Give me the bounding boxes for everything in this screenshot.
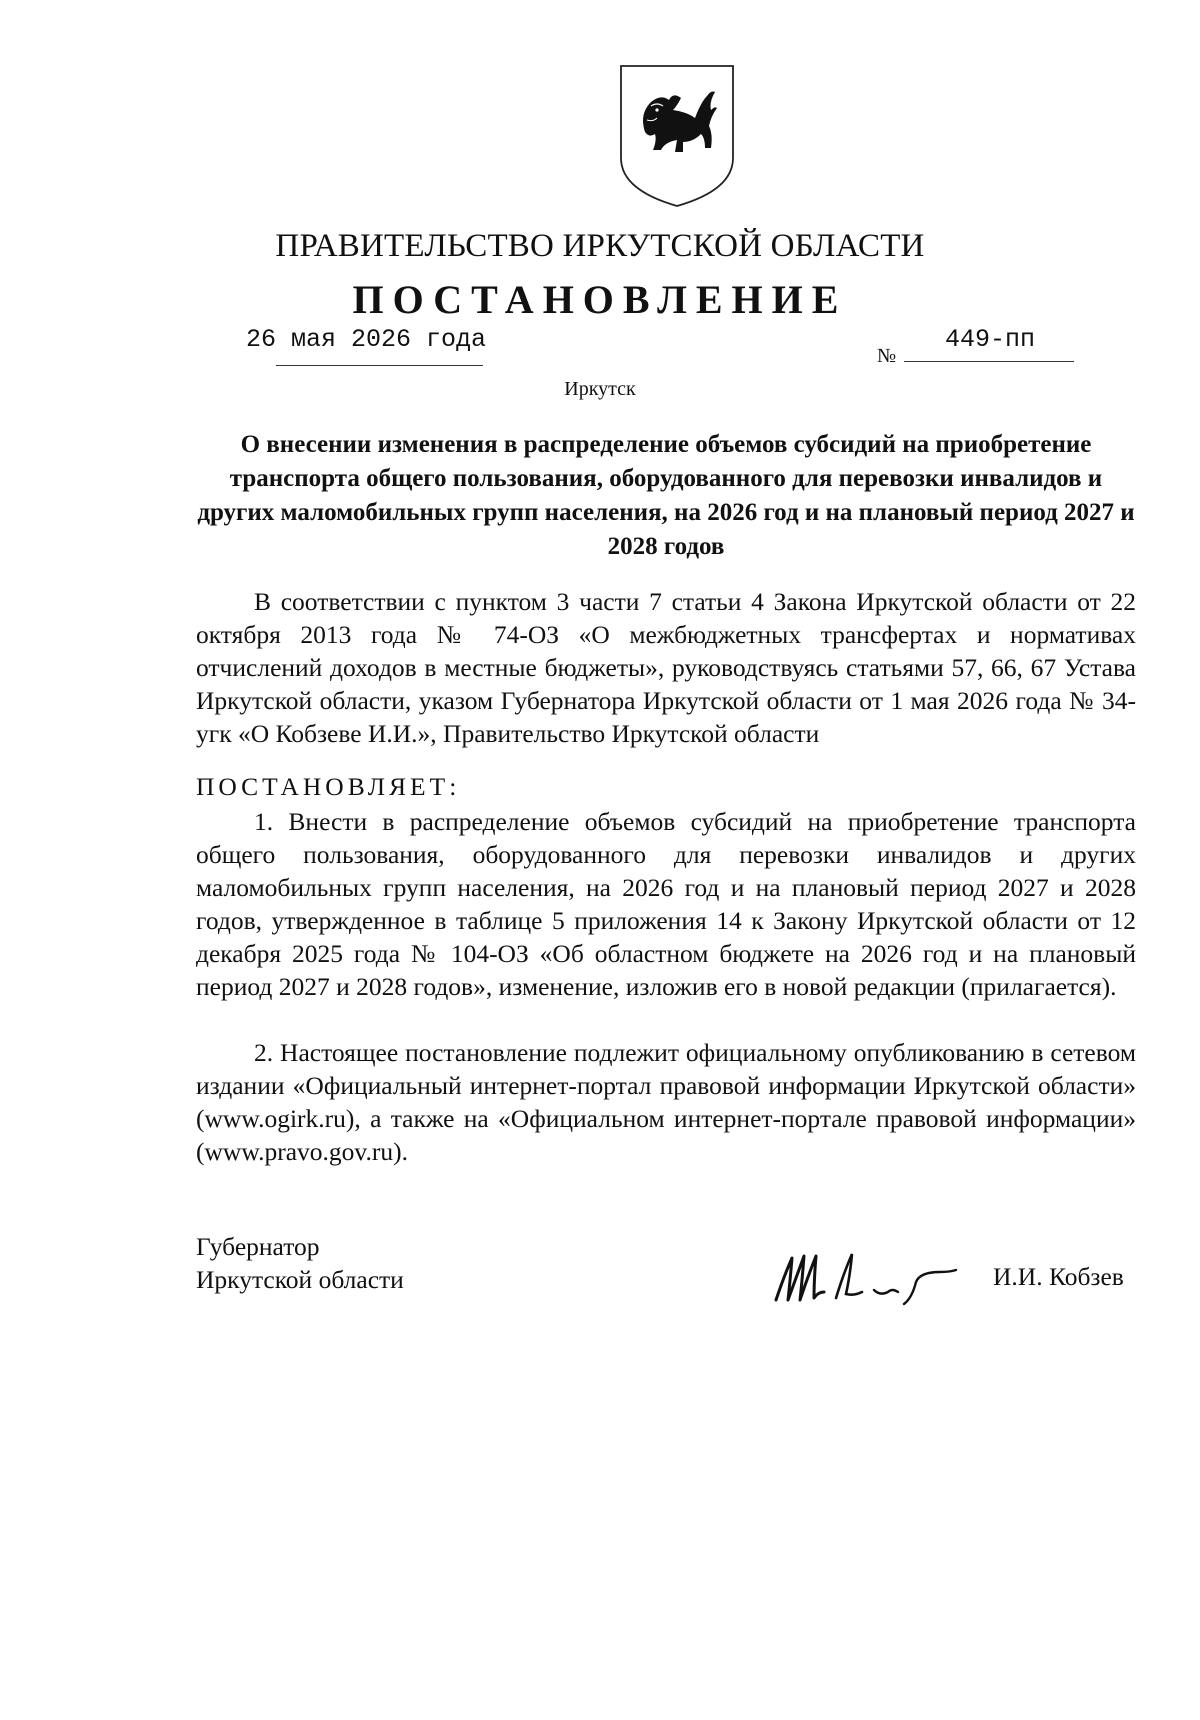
preamble-paragraph: В соответствии с пунктом 3 части 7 статьи 4 Закона Иркутской области от 22 октября 2013 года № 74-ОЗ «О межбюджетных трансфертах и нормативах отчислений доходов в местные бюджеты», руководствуясь статьями 57, 66, 67 Устава Иркутской области, указом Губернатора Иркутской области от 1 мая 2026 года № 34-угк «О Кобзеве И.И.», Правительство Иркутской области: [196, 587, 1136, 748]
signer-name: И.И. Кобзев: [993, 1262, 1124, 1291]
signer-position: [196, 1230, 404, 1296]
date-underline: [276, 365, 483, 366]
document-type: ПОСТАНОВЛЕНИЕ: [352, 277, 848, 322]
handwritten-signature-icon: [770, 1242, 960, 1310]
item-1-paragraph: 1. Внести в распределение объемов субсидий на приобретение транспорта общего пользования, оборудованного для перевозки инвалидов и других маломобильных групп населения, на 2026 год и на плановый период 2027 и 2028 годов, утвержденное в таблице 5 приложения 14 к Закону Иркутской области от 12 декабря 2025 года № 104-ОЗ «Об областном бюджете на 2026 год и на плановый период 2027 и 2028 годов», изменение, изложив его в новой редакции (прилагается).: [196, 807, 1136, 1001]
signer-position-line-2: Иркутской области: [196, 1265, 404, 1294]
document-number: 449-пп: [945, 325, 1036, 354]
number-underline: [904, 361, 1074, 362]
authority-name: ПРАВИТЕЛЬСТВО ИРКУТСКОЙ ОБЛАСТИ: [275, 228, 925, 264]
resolves-heading: ПОСТАНОВЛЯЕТ:: [196, 772, 461, 801]
city-name: Иркутск: [564, 378, 636, 400]
document-date: 26 мая 2026 года: [246, 325, 487, 354]
document-title: О внесении изменения в распределение объемов субсидий на приобретение транспорта общего пользования, оборудованного для перевозки инвалидов и других маломобильных групп населения, на 2026 год и на плановый период 2027 и 2028 годов: [197, 431, 1135, 560]
signer-position-line-1: Губернатор: [196, 1232, 320, 1261]
irkutsk-coat-of-arms-icon: [617, 62, 737, 210]
item-2-paragraph: 2. Настоящее постановление подлежит официальному опубликованию в сетевом издании «Официальный интернет-портал правовой информации Иркутской области» (www.ogirk.ru), а также на «Официальном интернет-портале правовой информации» (www.pravo.gov.ru).: [196, 1038, 1136, 1166]
number-sign: №: [877, 345, 897, 367]
